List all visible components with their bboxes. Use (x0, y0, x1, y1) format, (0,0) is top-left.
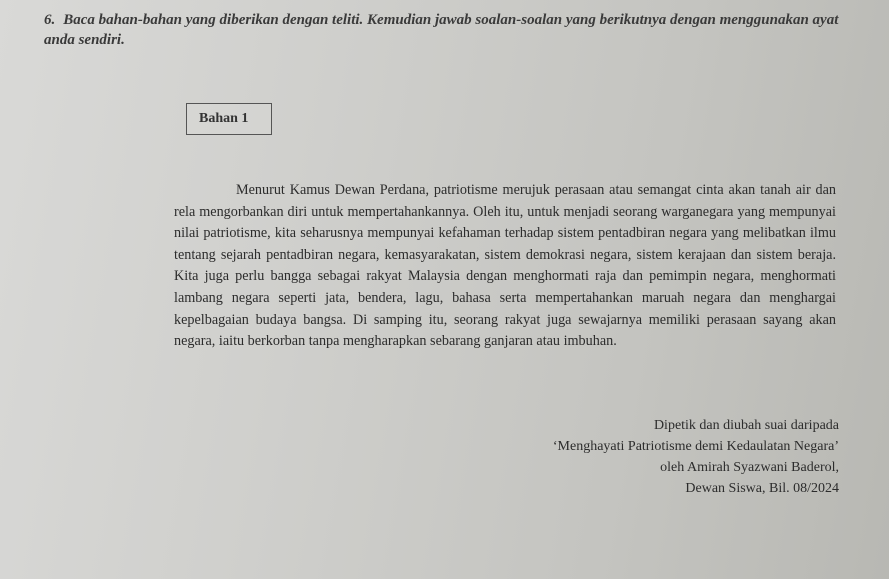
attribution (419, 415, 839, 499)
source-label: Bahan 1 (199, 111, 249, 126)
question-6 (44, 10, 844, 50)
question-number: 6. (44, 12, 56, 28)
question-text: Baca bahan-bahan yang diberikan dengan teliti. Kemudian jawab soalan-soalan yang berikutnya dengan menggunakan ayat anda sendiri. (44, 12, 839, 48)
attribution-line-4: Dewan Siswa, Bil. 08/2024 (685, 481, 839, 496)
attribution-line-1: Dipetik dan diubah suai daripada (653, 418, 839, 433)
attribution-line-2: ‘Menghayati Patriotisme demi Kedaulatan Negara’ (552, 439, 839, 454)
source-label-box (186, 103, 272, 135)
passage-text: Menurut Kamus Dewan Perdana, patriotisme merujuk perasaan atau semangat cinta akan tanah air dan rela mengorbankan diri untuk mempertahankannya. Oleh itu, untuk menjadi seorang warganegara yang mempunyai nilai patriotisme, kita seharusnya mempunyai kefahaman terhadap sistem pentadbiran negara yang melibatkan ilmu tentang sejarah pentadbiran negara, kemasyarakatan, sistem demokrasi negara, sistem kerajaan dan sistem beraja. Kita juga perlu bangga sebagai rakyat Malaysia dengan menghormati raja dan pemimpin negara, menghormati lambang negara seperti jata, bendera, lagu, bahasa serta mempertahankan maruah negara dan menghargai kepelbagaian budaya bangsa. Di samping itu, seorang rakyat juga sewajarnya memiliki perasaan sayang akan negara, iaitu berkorban tanpa mengharapkan sebarang ganjaran atau imbuhan. (174, 182, 836, 350)
attribution-line-3: oleh Amirah Syazwani Baderol, (660, 460, 839, 475)
